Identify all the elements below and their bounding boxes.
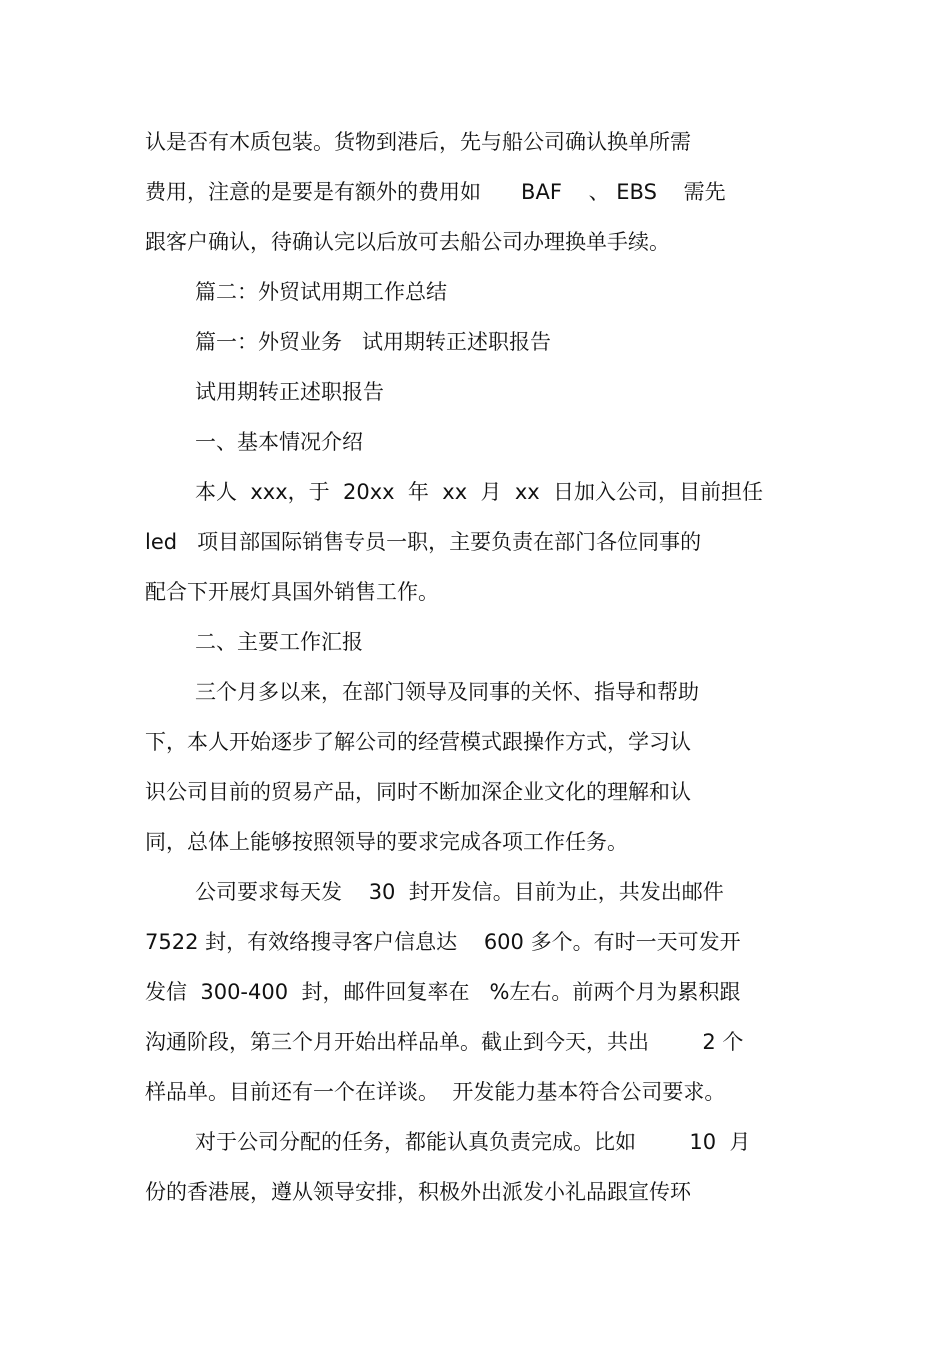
paragraph-line: 三个月多以来，在部门领导及同事的关怀、指导和帮助: [195, 680, 699, 704]
document-title: 试用期转正述职报告: [195, 380, 384, 404]
paragraph-line: 样品单。目前还有一个在详谈。 开发能力基本符合公司要求。: [145, 1080, 726, 1104]
paragraph-line: 下，本人开始逐步了解公司的经营模式跟操作方式，学习认: [145, 730, 691, 754]
paragraph-line: 对于公司分配的任务，都能认真负责完成。比如 10 月: [195, 1130, 751, 1154]
paragraph-line: 公司要求每天发 30 封开发信。目前为止，共发出邮件: [195, 880, 724, 904]
section-heading: 一、基本情况介绍: [195, 430, 363, 454]
paragraph-line: 同，总体上能够按照领导的要求完成各项工作任务。: [145, 830, 628, 854]
paragraph-line: 认是否有木质包装。货物到港后，先与船公司确认换单所需: [145, 130, 691, 154]
paragraph-line: 7522 封，有效络搜寻客户信息达 600 多个。有时一天可发开: [145, 930, 741, 954]
paragraph-line: 配合下开展灯具国外销售工作。: [145, 580, 439, 604]
paragraph-line: 本人 xxx，于 20xx 年 xx 月 xx 日加入公司，目前担任: [195, 480, 764, 504]
paragraph-line: 费用，注意的是要是有额外的费用如 BAF 、 EBS 需先: [145, 180, 726, 204]
paragraph-line: 发信 300-400 封，邮件回复率在 %左右。前两个月为累积跟: [145, 980, 741, 1004]
section-heading: 篇一：外贸业务 试用期转正述职报告: [195, 330, 552, 354]
paragraph-line: 沟通阶段，第三个月开始出样品单。截止到今天，共出 2 个: [145, 1030, 744, 1054]
paragraph-line: 份的香港展，遵从领导安排，积极外出派发小礼品跟宣传环: [145, 1180, 691, 1204]
paragraph-line: 跟客户确认，待确认完以后放可去船公司办理换单手续。: [145, 230, 670, 254]
section-heading: 篇二：外贸试用期工作总结: [195, 280, 447, 304]
paragraph-line: led 项目部国际销售专员一职，主要负责在部门各位同事的: [145, 530, 702, 554]
paragraph-line: 识公司目前的贸易产品，同时不断加深企业文化的理解和认: [145, 780, 691, 804]
section-heading: 二、主要工作汇报: [195, 630, 363, 654]
